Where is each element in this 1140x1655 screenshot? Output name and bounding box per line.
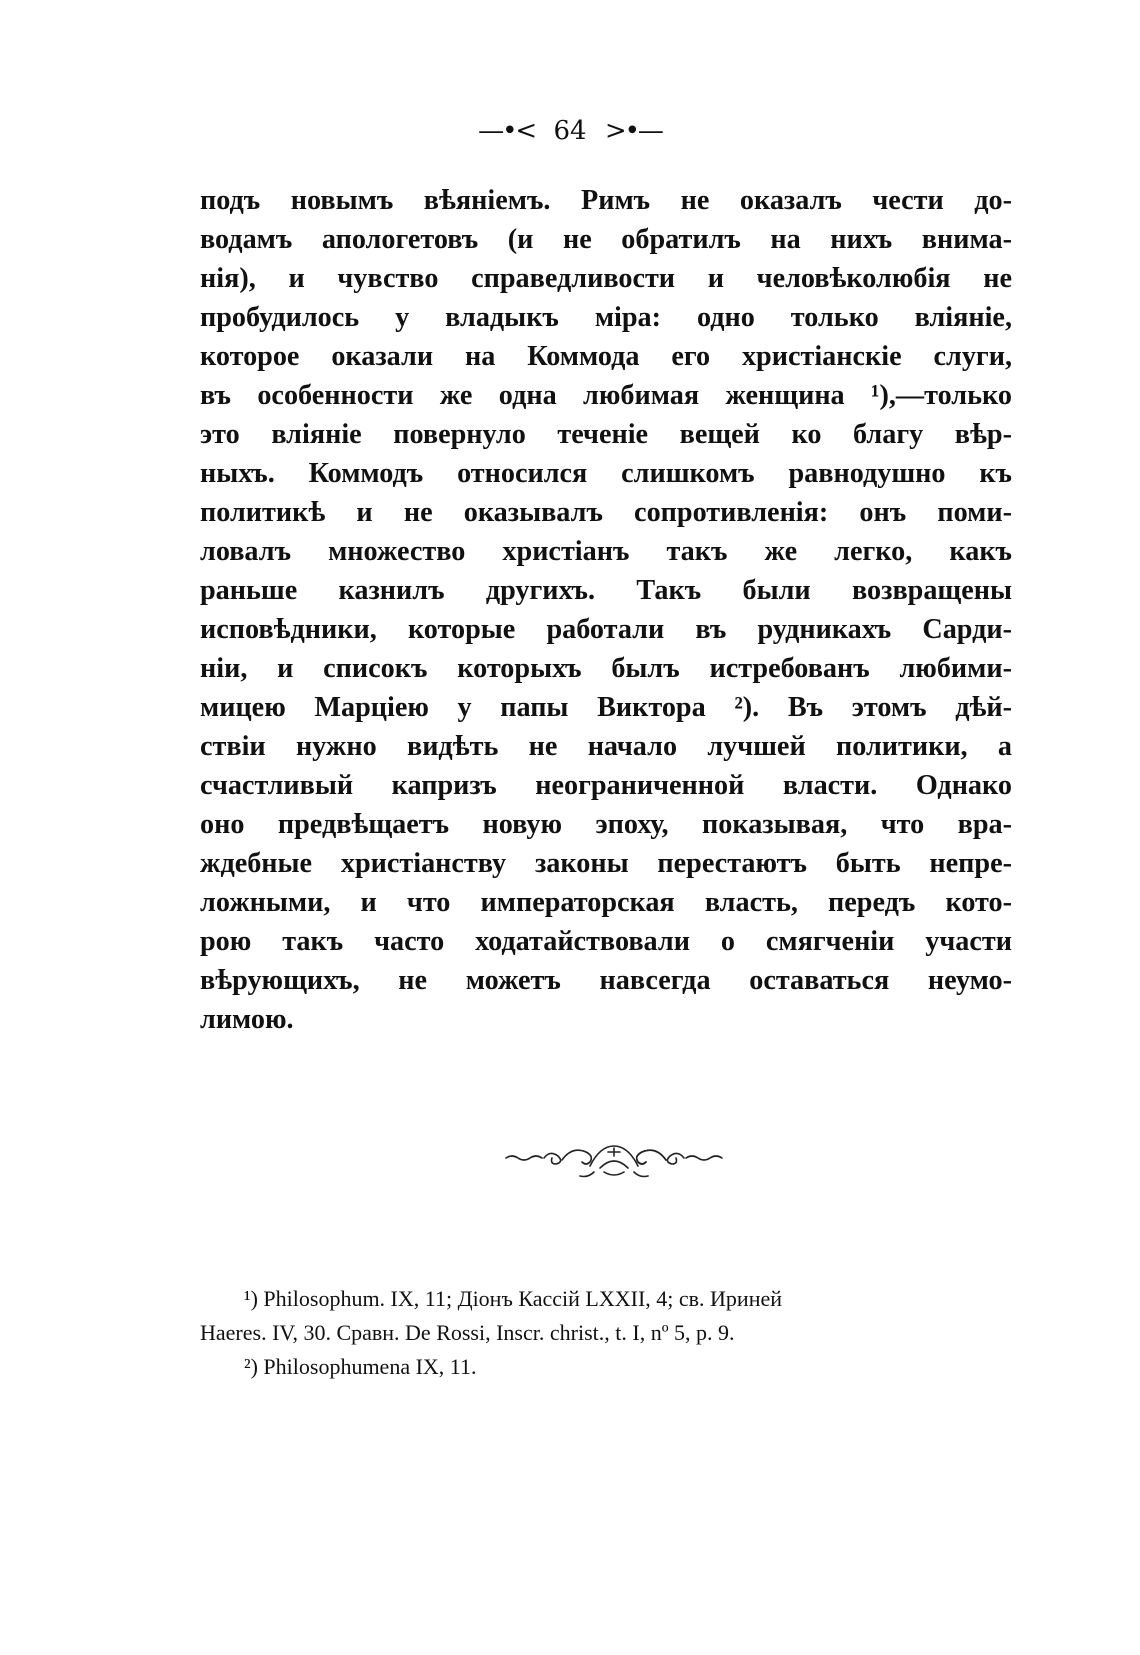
header-ornament-right: >•— bbox=[604, 116, 662, 146]
text-line: ніи, и списокъ которыхъ былъ истребованъ любими- bbox=[200, 653, 1012, 684]
footnote-1: ¹) Philosophum. IX, 11; Діонъ Кассій LXXII, 4; св. Ириней bbox=[244, 1286, 783, 1311]
text-line: водамъ апологетовъ (и не обратилъ на нихъ внима- bbox=[200, 224, 1012, 255]
main-text bbox=[200, 181, 1012, 1039]
text-line: подъ новымъ вѣяніемъ. Римъ не оказалъ чести до- bbox=[200, 185, 1012, 216]
text-line: ныхъ. Коммодъ относился слишкомъ равнодушно къ bbox=[200, 458, 1012, 489]
text-line: раньше казнилъ другихъ. Такъ были возвращены bbox=[200, 575, 1012, 606]
text-line: мицею Марціею у папы Виктора ²). Въ этомъ дѣй- bbox=[200, 692, 1012, 723]
text-line: которое оказали на Коммода его христіанскіе слуги, bbox=[200, 341, 1012, 372]
text-line: лимою. bbox=[200, 1004, 294, 1035]
text-line: въ особенности же одна любимая женщина ¹),—только bbox=[200, 380, 1012, 411]
text-line: нія), и чувство справедливости и человѣколюбія не bbox=[200, 263, 1012, 294]
text-line: исповѣдники, которые работали въ рудникахъ Сарди- bbox=[200, 614, 1012, 645]
fleuron-ornament bbox=[504, 1138, 724, 1182]
header-ornament-left: —•< bbox=[478, 116, 536, 146]
page-header bbox=[0, 116, 1140, 146]
text-line: политикѣ и не оказывалъ сопротивленія: онъ поми- bbox=[200, 497, 1012, 528]
footnote-2: ²) Philosophumena IX, 11. bbox=[244, 1354, 477, 1379]
text-line: вѣрующихъ, не можетъ навсегда оставаться неумо- bbox=[200, 965, 1012, 996]
text-line: ложными, и что императорская власть, передъ кото- bbox=[200, 887, 1012, 918]
text-line: ловалъ множество христіанъ такъ же легко, какъ bbox=[200, 536, 1012, 567]
text-line: пробудилось у владыкъ міра: одно только вліяніе, bbox=[200, 302, 1012, 333]
text-line: оно предвѣщаетъ новую эпоху, показывая, что вра- bbox=[200, 809, 1012, 840]
footnotes bbox=[200, 1282, 1012, 1384]
text-line: рою такъ часто ходатайствовали о смягченіи участи bbox=[200, 926, 1012, 957]
text-line: это вліяніе повернуло теченіе вещей ко благу вѣр- bbox=[200, 419, 1012, 450]
footnote-1-continued: Haeres. IV, 30. Сравн. De Rossi, Inscr. christ., t. I, nº 5, p. 9. bbox=[200, 1320, 735, 1345]
text-line: ждебные христіанству законы перестаютъ быть непре- bbox=[200, 848, 1012, 879]
text-line: ствіи нужно видѣть не начало лучшей политики, а bbox=[200, 731, 1012, 762]
page-number: 64 bbox=[553, 116, 587, 146]
text-line: счастливый капризъ неограниченной власти. Однако bbox=[200, 770, 1012, 801]
